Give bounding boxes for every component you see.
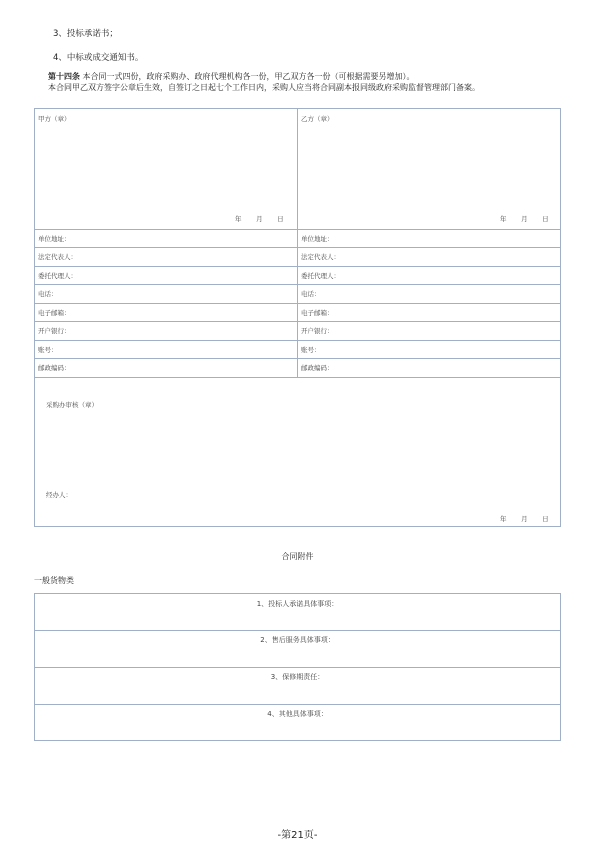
party-b-account-label: 账号： (301, 346, 321, 354)
attachment-table (34, 593, 561, 741)
row-divider (35, 284, 560, 285)
handler-label: 经办人： (46, 491, 72, 499)
row-divider (35, 704, 560, 705)
row-divider (35, 303, 560, 304)
party-b-email-label: 电子邮箱： (301, 309, 334, 317)
row-divider (35, 266, 560, 267)
party-a-postcode-label: 邮政编码： (38, 364, 71, 372)
review-date: 年 月 日 (500, 515, 549, 523)
party-b-agent-label: 委托代理人： (301, 272, 340, 280)
attachment-item-1: 1、投标人承诺具体事项： (256, 600, 339, 608)
intro-item-4: 4、中标或成交通知书。 (53, 53, 144, 63)
party-a-bank-label: 开户银行： (38, 327, 71, 335)
clause-14-title: 第十四条 (48, 72, 80, 81)
row-divider (35, 247, 560, 248)
party-b-legal-rep-label: 法定代表人： (301, 253, 340, 261)
party-a-agent-label: 委托代理人： (38, 272, 77, 280)
party-a-legal-rep-label: 法定代表人： (38, 253, 77, 261)
attachment-title: 合同附件 (281, 552, 314, 561)
party-b-address-label: 单位地址： (301, 235, 334, 243)
intro-item-3: 3、投标承诺书； (53, 29, 118, 39)
row-divider (35, 358, 560, 359)
party-a-email-label: 电子邮箱： (38, 309, 71, 317)
row-divider (35, 630, 560, 631)
clause-14-text: 本合同一式四份，政府采购办、政府代理机构各一份，甲乙双方各一份（可根据需要另增加）。 (82, 72, 415, 81)
party-a-date: 年 月 日 (235, 215, 284, 223)
attachment-category: 一般货物类 (34, 576, 74, 585)
attachment-item-3: 3、保修期责任： (270, 673, 325, 681)
row-divider (35, 377, 560, 378)
row-divider (35, 667, 560, 668)
row-divider (35, 229, 560, 230)
party-b-bank-label: 开户银行： (301, 327, 334, 335)
table-column-divider (297, 109, 298, 377)
party-b-seal-label: 乙方（章） (301, 115, 334, 123)
row-divider (35, 340, 560, 341)
procurement-review-label: 采购办审核（章） (46, 401, 98, 409)
attachment-item-4: 4、其他具体事项： (267, 710, 328, 718)
party-a-address-label: 单位地址： (38, 235, 71, 243)
clause-14-paragraph (48, 71, 558, 82)
attachment-item-2: 2、售后服务具体事项： (260, 636, 335, 644)
party-b-postcode-label: 邮政编码： (301, 364, 334, 372)
clause-14-paragraph-2: 本合同甲乙双方签字公章后生效，自签订之日起七个工作日内，采购人应当将合同副本报同级政府采购监督管理部门备案。 (48, 83, 480, 92)
party-a-account-label: 账号： (38, 346, 58, 354)
party-a-seal-label: 甲方（章） (38, 115, 71, 123)
signature-table (34, 108, 561, 527)
row-divider (35, 321, 560, 322)
party-b-phone-label: 电话： (301, 290, 321, 298)
page-number: -第21页- (277, 830, 318, 841)
party-a-phone-label: 电话： (38, 290, 58, 298)
party-b-date: 年 月 日 (500, 215, 549, 223)
